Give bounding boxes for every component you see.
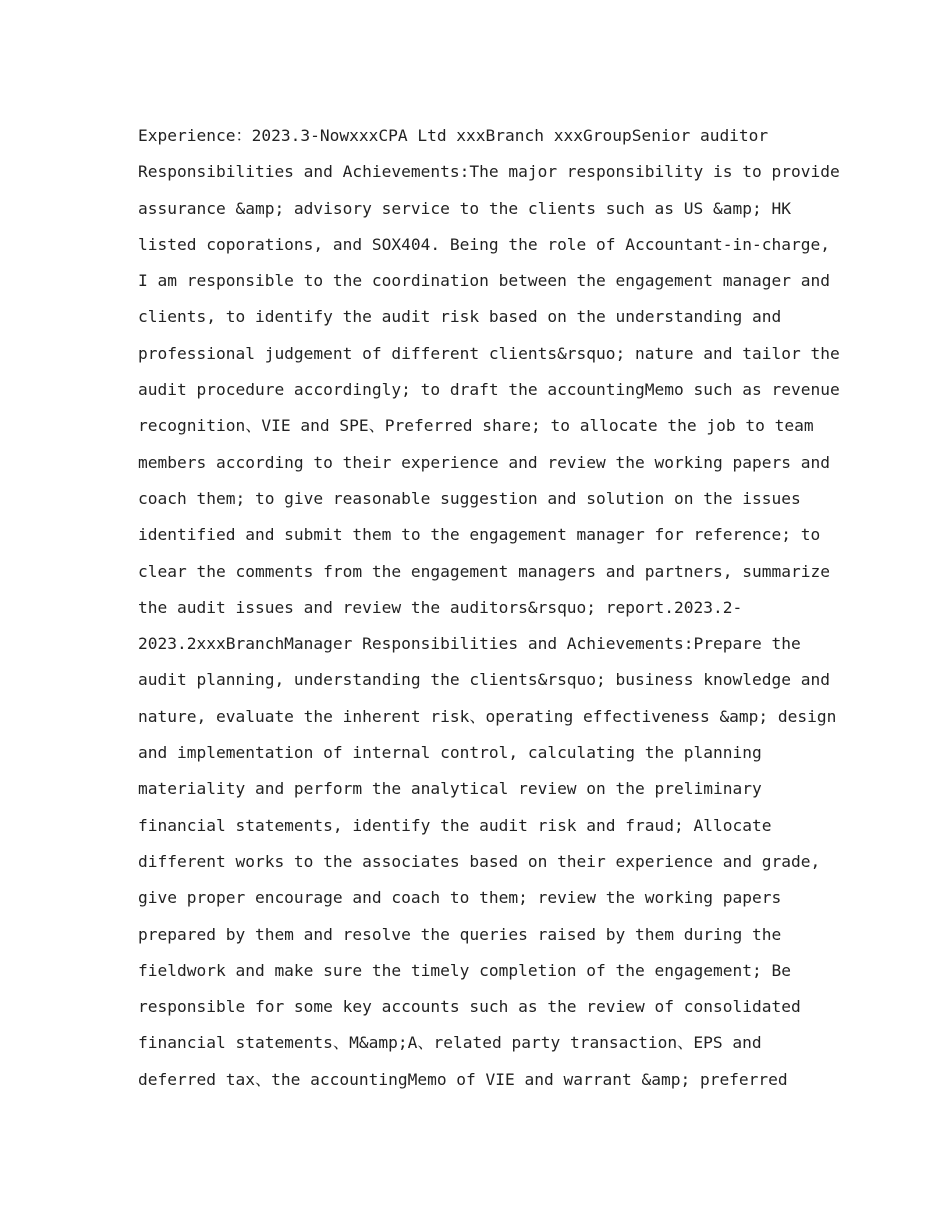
text-line: listed coporations, and SOX404. Being the role of Accountant-in-charge, <box>138 234 830 254</box>
text-line: professional judgement of different clients&rsquo; nature and tailor the <box>138 343 840 363</box>
text-line: responsible for some key accounts such as the review of consolidated <box>138 997 801 1017</box>
text-line: financial statements、M&amp;A、related party transaction、EPS and <box>138 1033 762 1053</box>
text-line: assurance &amp; advisory service to the clients such as US &amp; HK <box>138 198 791 218</box>
text-line: financial statements, identify the audit risk and fraud; Allocate <box>138 815 772 835</box>
text-line: the audit issues and review the auditors&rsquo; report.2023.2- <box>138 597 743 617</box>
text-line: Responsibilities and Achievements:The major responsibility is to provide <box>138 162 840 182</box>
text-line: I am responsible to the coordination between the engagement manager and <box>138 271 830 291</box>
experience-text-block <box>138 118 838 1098</box>
text-line: and implementation of internal control, calculating the planning <box>138 743 762 763</box>
text-line: prepared by them and resolve the queries raised by them during the <box>138 924 782 944</box>
text-line: give proper encourage and coach to them; review the working papers <box>138 888 782 908</box>
text-line: materiality and perform the analytical review on the preliminary <box>138 779 762 799</box>
text-line: different works to the associates based on their experience and grade, <box>138 851 821 871</box>
text-line: clients, to identify the audit risk based on the understanding and <box>138 307 782 327</box>
text-line: deferred tax、the accountingMemo of VIE and warrant &amp; preferred <box>138 1069 788 1089</box>
text-line: identified and submit them to the engagement manager for reference; to <box>138 525 821 545</box>
text-line: audit procedure accordingly; to draft the accountingMemo such as revenue <box>138 380 840 400</box>
text-line: clear the comments from the engagement managers and partners, summarize <box>138 561 830 581</box>
text-line: coach them; to give reasonable suggestion and solution on the issues <box>138 488 801 508</box>
text-line: audit planning, understanding the clients&rsquo; business knowledge and <box>138 670 830 690</box>
text-line: Experience：2023.3-NowxxxCPA Ltd xxxBranch xxxGroupSenior auditor <box>138 126 769 145</box>
text-line: nature, evaluate the inherent risk、operating effectiveness &amp; design <box>138 706 837 726</box>
text-line: 2023.2xxxBranchManager Responsibilities and Achievements:Prepare the <box>138 634 801 654</box>
text-line: recognition、VIE and SPE、Preferred share; to allocate the job to team <box>138 416 814 436</box>
text-line: members according to their experience and review the working papers and <box>138 452 830 472</box>
text-line: fieldwork and make sure the timely completion of the engagement; Be <box>138 960 791 980</box>
